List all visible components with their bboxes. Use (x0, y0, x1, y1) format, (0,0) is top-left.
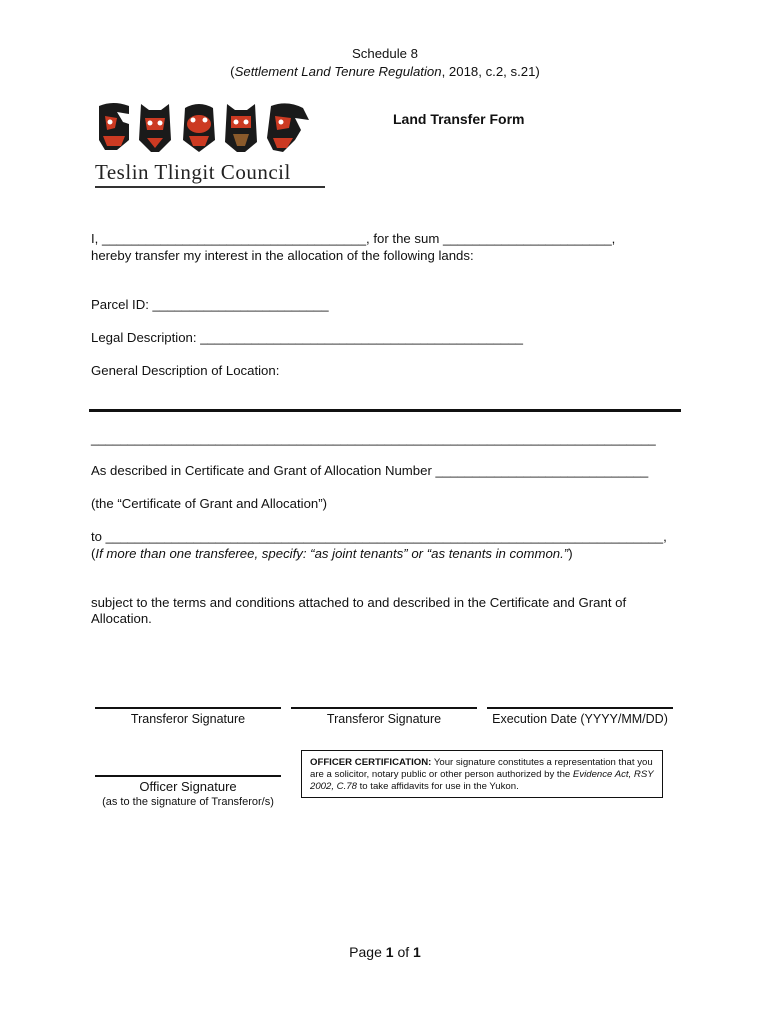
transferor-signature-label-2: Transferor Signature (326, 712, 442, 726)
certification-text-1: Your signature constitutes a representation that you are a solicitor, notary public or other person authorized by the (310, 757, 653, 780)
regulation-citation: (Settlement Land Tenure Regulation, 2018, c.2, s.21) (230, 64, 540, 79)
subject-clause-line-2: Allocation. (91, 611, 152, 626)
parcel-id-field: Parcel ID: ________________________ (91, 297, 329, 312)
general-location-label: General Description of Location: (91, 363, 280, 378)
certificate-number-field: As described in Certificate and Grant of Allocation Number _____________________________ (91, 463, 649, 478)
schedule-heading: Schedule 8 (352, 46, 418, 61)
transfer-statement: hereby transfer my interest in the allocation of the following lands: (91, 248, 474, 263)
wolf-crest-icon (139, 104, 171, 152)
execution-date-line (487, 707, 673, 709)
transferee-note: (If more than one transferee, specify: “as joint tenants” or “as tenants in common.”) (91, 546, 573, 561)
bear-crest-icon (225, 104, 257, 152)
page-number: Page 1 of 1 (349, 944, 421, 960)
raven-crest-icon (99, 103, 129, 150)
location-blank-line: _____________________________________________________________________________ (91, 431, 656, 446)
transferor-signature-label-1: Transferor Signature (130, 712, 246, 726)
officer-signature-label: Officer Signature (139, 779, 237, 794)
subject-clause-line-1: subject to the terms and conditions attached to and described in the Certificate and Grant of (91, 595, 627, 610)
evidence-act-citation: Evidence Act, RSY 2002, C.78 (310, 769, 654, 792)
form-title: Land Transfer Form (393, 111, 525, 127)
transferor-signature-line-2 (291, 707, 477, 709)
execution-date-label: Execution Date (YYYY/MM/DD) (492, 712, 668, 726)
frog-crest-icon (183, 104, 215, 152)
transferor-signature-line-1 (95, 707, 281, 709)
legal-description-field: Legal Description: ____________________________________________ (91, 330, 523, 345)
eagle-crest-icon (267, 103, 309, 152)
location-entry-line (89, 409, 681, 412)
officer-signature-line (95, 775, 281, 777)
transferor-line: I, ____________________________________, for the sum _______________________, (91, 231, 616, 246)
officer-signature-note: (as to the signature of Transferor/s) (102, 796, 274, 808)
officer-certification-box (301, 750, 663, 798)
wordmark-underline (95, 186, 325, 188)
certification-label: OFFICER CERTIFICATION: (310, 757, 432, 768)
certificate-definition: (the “Certificate of Grant and Allocation”) (91, 496, 328, 511)
certification-text-2: to take affidavits for use in the Yukon. (356, 781, 519, 792)
council-wordmark: Teslin Tlingit Council (95, 160, 291, 184)
transferee-field: to ____________________________________________________________________________, (91, 529, 667, 544)
